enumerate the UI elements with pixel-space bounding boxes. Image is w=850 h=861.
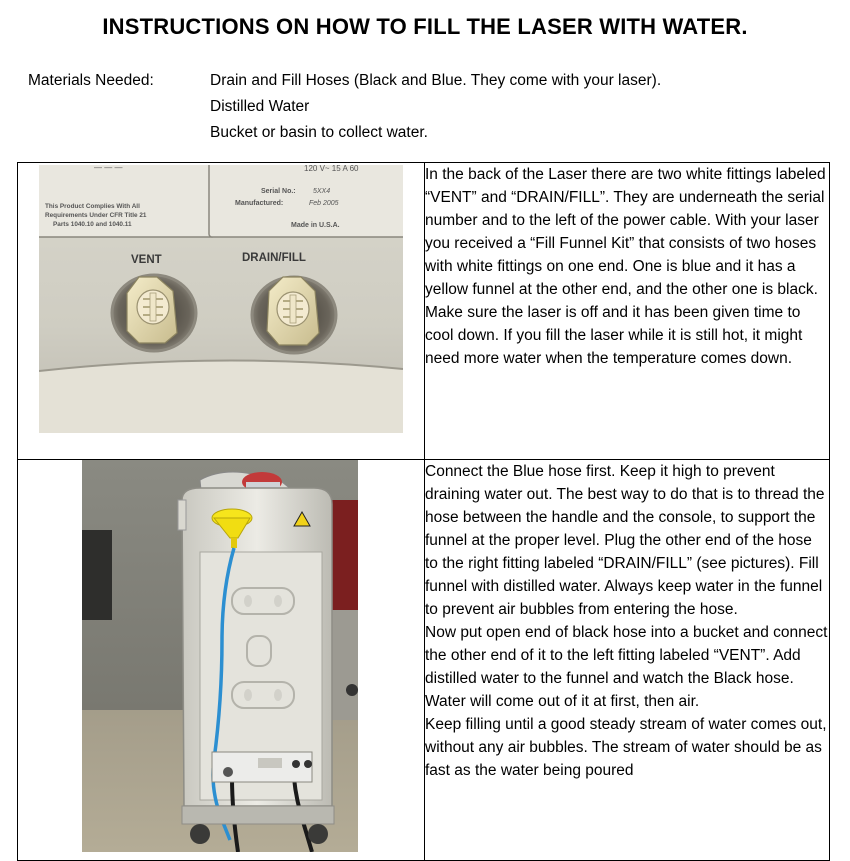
step-text-cell bbox=[425, 163, 830, 460]
step-text-cell bbox=[425, 460, 830, 861]
step-paragraph: Connect the Blue hose first. Keep it high to prevent draining water out. The best way to do that is to thread the hose between the handle and the console, to support the funnel at the proper level. Plug the other end of the hose to the right fitting labeled “DRAIN/FILL” (see pictures). Fill funnel with distilled water. Always keep water in the funnel to prevent air bubbles from entering the hose. bbox=[425, 463, 825, 618]
fittings-photo bbox=[39, 165, 403, 433]
materials-item: Bucket or basin to collect water. bbox=[210, 124, 428, 141]
manufactured-value: Feb 2005 bbox=[309, 200, 339, 207]
materials-item: Drain and Fill Hoses (Black and Blue. They come with your laser). bbox=[210, 72, 662, 89]
drain-fill-label: DRAIN/FILL bbox=[242, 252, 306, 264]
materials-item: Distilled Water bbox=[210, 98, 310, 115]
laser-console-photo bbox=[82, 460, 358, 852]
steps-table bbox=[17, 162, 830, 861]
materials-list bbox=[210, 68, 661, 146]
document-title: INSTRUCTIONS ON HOW TO FILL THE LASER WITH WATER. bbox=[102, 14, 748, 39]
svg-text:120 V~ 15 A 60: 120 V~ 15 A 60 bbox=[304, 165, 359, 173]
step-image-cell bbox=[18, 460, 425, 861]
materials-label: Materials Needed: bbox=[28, 72, 154, 89]
step-image-cell bbox=[18, 163, 425, 460]
step-paragraph: Make sure the laser is off and it has been given time to cool down. If you fill the laser while it is still hot, it might need more water when the temperature comes down. bbox=[425, 304, 803, 367]
made-in-text: Made in U.S.A. bbox=[291, 222, 340, 229]
vent-fitting bbox=[112, 275, 196, 351]
compliance-text: This Product Complies With All bbox=[45, 203, 140, 210]
manufactured-label: Manufactured: bbox=[235, 200, 284, 207]
step-paragraph: In the back of the Laser there are two white fittings labeled “VENT” and “DRAIN/FILL”. They are underneath the serial number and to the left of the power cable. With your laser you received a “Fill Funnel Kit” that consists of two hoses with white fittings on one end. One is blue and it has a yellow funnel at the other end, and the other one is black. bbox=[425, 166, 826, 298]
serial-value: 5XX4 bbox=[313, 188, 331, 195]
step-paragraph: Now put open end of black hose into a bucket and connect the other end of it to the left fitting labeled “VENT”. Add distilled water to the funnel and watch the Black hose. Water will come out of it at first, then air. bbox=[425, 624, 828, 710]
vent-label: VENT bbox=[131, 254, 162, 266]
svg-text:— — —: — — — bbox=[94, 165, 123, 172]
step-row bbox=[18, 460, 830, 861]
step-paragraph: Keep filling until a good steady stream of water comes out, without any air bubbles. The stream of water should be as fast as the water being poured bbox=[425, 716, 827, 779]
drain-fill-fitting bbox=[252, 277, 336, 353]
serial-label: Serial No.: bbox=[261, 188, 296, 195]
compliance-text: Parts 1040.10 and 1040.11 bbox=[53, 221, 132, 228]
compliance-text: Requirements Under CFR Title 21 bbox=[45, 212, 147, 219]
step-row bbox=[18, 163, 830, 460]
